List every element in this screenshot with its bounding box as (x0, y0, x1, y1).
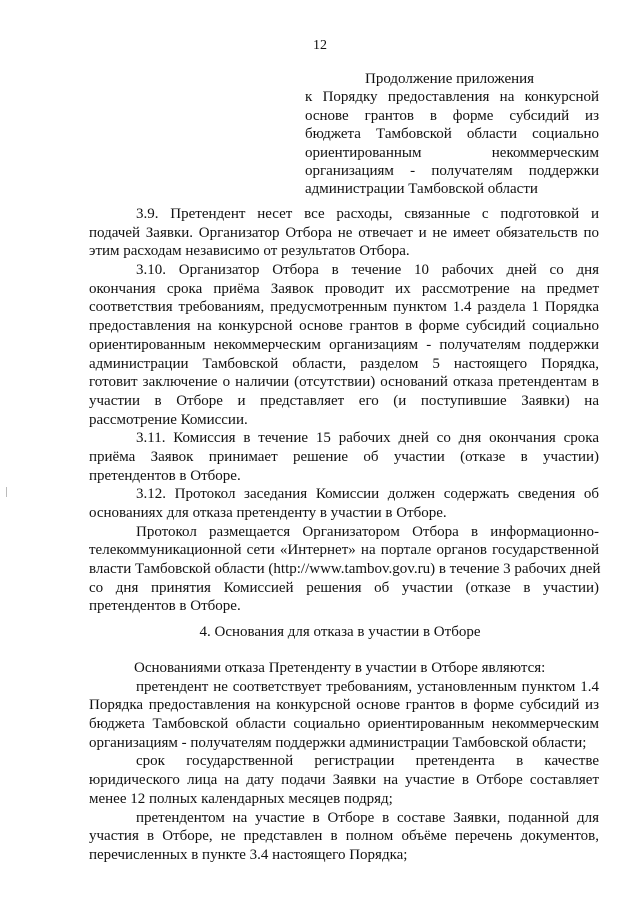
appendix-line: основе грантов в форме субсидий из (305, 107, 599, 124)
text-line: претендент не соответствует требованиям, установленным пунктом 1.4 (136, 678, 599, 695)
text-line: телекоммуникационной сети «Интернет» на портале органов государственной (89, 542, 599, 559)
paragraph-3-12 (89, 485, 599, 522)
text-line: 3.9. Претендент несет все расходы, связанные с подготовкой и (136, 206, 599, 222)
text-line: предоставления на конкурсной основе грантов в форме субсидий социально (89, 318, 599, 335)
text-line: участии в Отборе и представляет его (и поступившие Заявки) на (89, 392, 599, 409)
text-line: приёма Заявок принимает решение об участии (отказе в участии) (89, 448, 599, 465)
text-line: претендентов в Отборе. (89, 598, 241, 615)
text-line: основаниях для отказа претенденту в участии в Отборе. (89, 505, 447, 521)
paragraph-ground-1 (89, 678, 599, 753)
paragraph-grounds-intro (89, 659, 599, 678)
text-line: перечисленных в пункте 3.4 настоящего Порядка; (89, 846, 408, 863)
text-line: рассмотрение Комиссии. (89, 411, 248, 428)
text-line: претендентов в Отборе. (89, 467, 241, 484)
section-4-text (89, 659, 599, 865)
paragraph-3-9 (89, 205, 599, 261)
appendix-reference (305, 70, 599, 199)
section-3-text (89, 205, 599, 616)
text-line: 3.12. Протокол заседания Комиссии должен содержать сведения об (136, 486, 599, 503)
text-line: участия в Отборе, не представлен в полном объёме перечень документов, (89, 828, 599, 845)
appendix-line: организациям - получателям поддержки (305, 162, 599, 179)
appendix-line: ориентированным некоммерческим (305, 144, 599, 161)
appendix-line: бюджета Тамбовской области социально (305, 126, 599, 143)
paragraph-3-11 (89, 429, 599, 485)
text-line: этим расходам независимо от результатов Отбора. (89, 243, 410, 260)
text-line: бюджета Тамбовской области социально ориентированным некоммерческим (89, 716, 599, 733)
text-line: соответствия требованиям, предусмотренным пунктом 1.4 раздела 1 Порядка (89, 299, 599, 316)
text-line: Порядка предоставления на конкурсной основе грантов в форме субсидий из (89, 697, 599, 714)
text-line: организациям - получателям поддержки администрации Тамбовской области; (89, 734, 587, 751)
appendix-line: администрации Тамбовской области (305, 181, 538, 198)
scan-mark (6, 487, 7, 497)
paragraph-ground-2 (89, 752, 599, 808)
text-line: окончания срока приёма Заявок проводит их рассмотрение на предмет (89, 280, 599, 297)
paragraph-protocol (89, 523, 599, 616)
text-line: срок государственной регистрации претендента в качестве (136, 753, 599, 770)
text-line: подачей Заявки. Организатор Отбора не отвечает и не имеет обязательств по (89, 224, 599, 241)
text-line: готовит заключение о наличии (отсутствии) оснований отказа претендентам в (89, 374, 599, 391)
text-line: 3.11. Комиссия в течение 15 рабочих дней со дня окончания срока (136, 430, 599, 447)
page-number: 12 (313, 38, 327, 53)
text-line: претендентом на участие в Отборе в составе Заявки, поданной для (136, 809, 599, 826)
appendix-line: Продолжение приложения (365, 71, 535, 87)
text-line: Основаниями отказа Претенденту в участии в Отборе являются: (134, 660, 546, 676)
text-line: ориентированным некоммерческим организациям - получателям поддержки (89, 336, 599, 353)
paragraph-3-10 (89, 261, 599, 429)
text-line: юридического лица на дату подачи Заявки на участие в Отборе составляет (89, 772, 599, 789)
text-line: администрации Тамбовской области, разделом 5 настоящего Порядка, (89, 355, 599, 372)
text-line: со дня принятия Комиссией решения об участии (отказе в участии) (89, 579, 599, 596)
appendix-line: к Порядку предоставления на конкурсной (305, 89, 599, 106)
text-line: власти Тамбовской области (http://www.tambov.gov.ru) в течение 3 рабочих дней (89, 561, 601, 578)
paragraph-ground-3 (89, 809, 599, 865)
text-line: 3.10. Организатор Отбора в течение 10 рабочих дней со дня (136, 262, 599, 279)
text-line: Протокол размещается Организатором Отбора в информационно- (136, 523, 599, 540)
text-line: менее 12 полных календарных месяцев подряд; (89, 790, 393, 807)
section-4-heading: 4. Основания для отказа в участии в Отборе (199, 624, 481, 640)
